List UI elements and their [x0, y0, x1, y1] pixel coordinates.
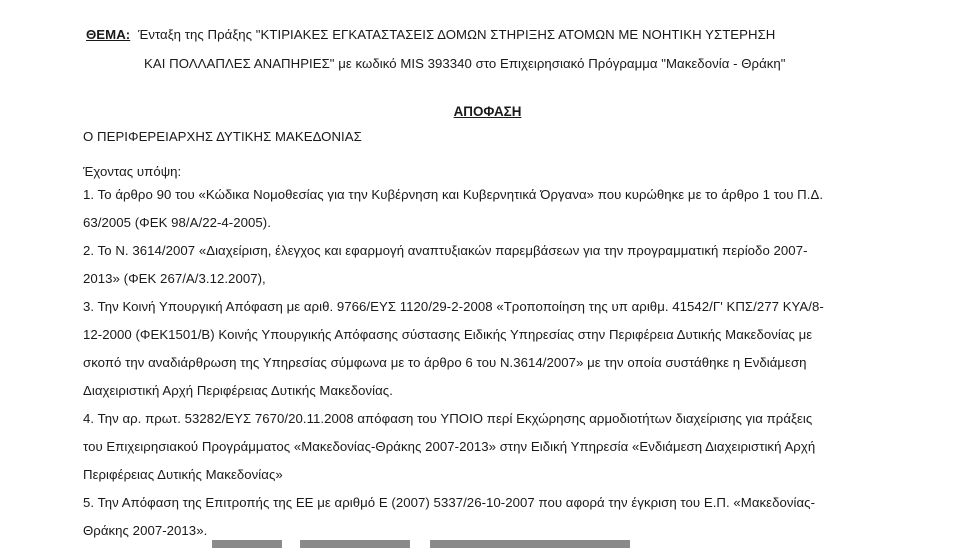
item-5-line-2: Θράκης 2007-2013».	[83, 523, 208, 538]
item-4-line-2: του Επιχειρησιακού Προγράμματος «Μακεδονίας-Θράκης 2007-2013» στην Ειδική Υπηρεσία «Ενδιάμεση Διαχειριστική Αρχή	[83, 439, 816, 454]
item-3-line-2: 12-2000 (ΦΕΚ1501/Β) Κοινής Υπουργικής Απόφασης σύστασης Ειδικής Υπηρεσίας στην Περιφέρεια Δυτικής Μακεδονίας με	[83, 327, 813, 342]
cut-off-text-fragment	[430, 540, 630, 548]
item-3-line-1: 3. Την Κοινή Υπουργική Απόφαση με αριθ. 9766/ΕΥΣ 1120/29-2-2008 «Τροποποίηση της υπ αριθμ. 41542/Γ' ΚΠΣ/277 ΚΥΑ/8-	[83, 299, 824, 314]
subject-line-1	[86, 26, 775, 44]
item-5-line-1: 5. Την Απόφαση της Επιτροπής της ΕΕ με αριθμό Ε (2007) 5337/26-10-2007 που αφορά την έγκριση του Ε.Π. «Μακεδονίας-	[83, 495, 816, 510]
subject-line-2: ΚΑΙ ΠΟΛΛΑΠΛΕΣ ΑΝΑΠΗΡΙΕΣ" με κωδικό MIS 393340 στο Επιχειρησιακό Πρόγραμμα "Μακεδονία - Θράκη"	[144, 56, 786, 71]
cut-off-text-fragment	[300, 540, 410, 548]
authority-line: Ο ΠΕΡΙΦΕΡΕΙΑΡΧΗΣ ΔΥΤΙΚΗΣ ΜΑΚΕΔΟΝΙΑΣ	[83, 129, 362, 144]
subject-label: ΘΕΜΑ:	[86, 27, 131, 42]
decision-title: ΑΠΟΦΑΣΗ	[453, 104, 522, 119]
item-2-line-2: 2013» (ΦΕΚ 267/Α/3.12.2007),	[83, 271, 266, 286]
item-4-line-1: 4. Την αρ. πρωτ. 53282/ΕΥΣ 7670/20.11.2008 απόφαση του ΥΠΟΙΟ περί Εκχώρησης αρμοδιοτήτων διαχείρισης για πράξεις	[83, 411, 813, 426]
subject-text-1: Ένταξη της Πράξης "ΚΤΙΡΙΑΚΕΣ ΕΓΚΑΤΑΣΤΑΣΕΙΣ ΔΟΜΩΝ ΣΤΗΡΙΞΗΣ ΑΤΟΜΩΝ ΜΕ ΝΟΗΤΙΚΗ ΥΣΤΕΡΗΣΗ	[137, 27, 776, 42]
cut-off-text-fragment	[212, 540, 282, 548]
item-1-line-2: 63/2005 (ΦΕΚ 98/Α/22-4-2005).	[83, 215, 271, 230]
item-3-line-4: Διαχειριστική Αρχή Περιφέρειας Δυτικής Μακεδονίας.	[83, 383, 393, 398]
item-3-line-3: σκοπό την αναδιάρθρωση της Υπηρεσίας σύμφωνα με το άρθρο 6 του Ν.3614/2007» με την οποία συστάθηκε η Ενδιάμεση	[83, 355, 807, 370]
considering-heading: Έχοντας υπόψη:	[83, 164, 182, 179]
item-1-line-1: 1. Το άρθρο 90 του «Κώδικα Νομοθεσίας για την Κυβέρνηση και Κυβερνητικά Όργανα» που κυρώθηκε με το άρθρο 1 του Π.Δ.	[83, 187, 824, 202]
item-4-line-3: Περιφέρειας Δυτικής Μακεδονίας»	[83, 467, 283, 482]
item-2-line-1: 2. Το Ν. 3614/2007 «Διαχείριση, έλεγχος και εφαρμογή αναπτυξιακών παρεμβάσεων για την προγραμματική περίοδο 2007-	[83, 243, 808, 258]
